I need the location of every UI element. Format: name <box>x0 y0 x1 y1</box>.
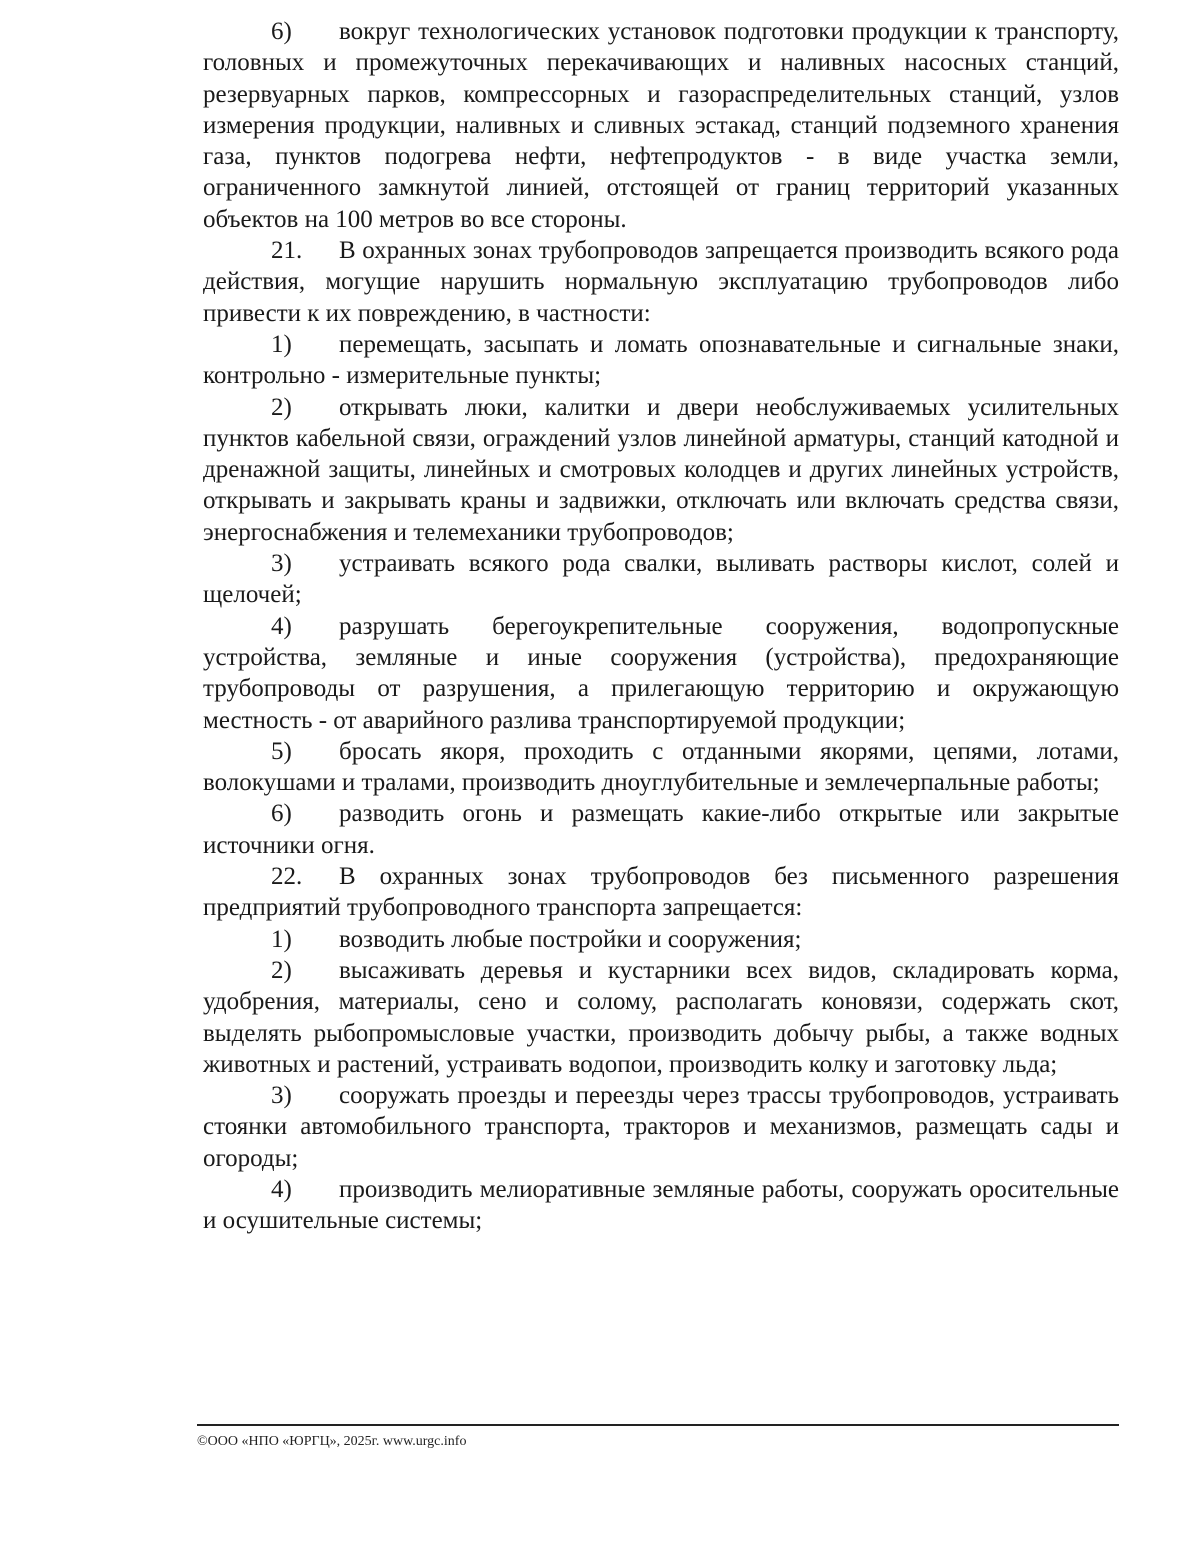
paragraph-text: открывать люки, калитки и двери необслуживаемых усилительных пунктов кабельной связи, ограждений узлов линейной арматуры, станций катодной и дренажной защиты, линейных и смотровых колодцев и других линейных устройств, открывать и закрывать краны и задвижки, отключать или включать средства связи, энергоснабжения и телемеханики трубопроводов; <box>203 393 1119 546</box>
item-number: 22. <box>271 863 303 891</box>
paragraph <box>203 16 1119 235</box>
item-number: 2) <box>271 393 292 421</box>
paragraph <box>203 1080 1119 1174</box>
item-number: 21. <box>271 237 303 265</box>
paragraph-text: устраивать всякого рода свалки, выливать растворы кислот, солей и щелочей; <box>203 550 1119 609</box>
item-number: 4) <box>271 1175 292 1203</box>
paragraph-text: перемещать, засыпать и ломать опознавательные и сигнальные знаки, контрольно - измерительные пункты; <box>203 330 1119 390</box>
paragraph-text: вокруг технологических установок подготовки продукции к транспорту, головных и промежуточных перекачивающих и наливных насосных станций, резервуарных парков, компрессорных и газораспределительных станций, узлов измерения продукции, наливных и сливных эстакад, станций подземного хранения газа, пунктов подогрева нефти, нефтепродуктов - в виде участка земли, ограниченного замкнутой линией, отстоящей от границ территорий указанных объектов на 100 метров во все стороны. <box>203 18 1119 233</box>
item-number: 6) <box>271 800 292 828</box>
item-number: 1) <box>271 925 292 953</box>
paragraph <box>203 798 1119 861</box>
item-number: 2) <box>271 956 292 984</box>
paragraph <box>203 1174 1119 1237</box>
paragraph <box>203 736 1119 799</box>
item-number: 4) <box>271 612 292 640</box>
paragraph <box>203 611 1119 736</box>
paragraph-text: разводить огонь и размещать какие-либо открытые или закрытые источники огня. <box>203 800 1119 859</box>
paragraph-text: разрушать берегоукрепительные сооружения, водопропускные устройства, земляные и иные сооружения (устройства), предохраняющие трубопроводы от разрушения, а прилегающую территорию и окружающую местность - от аварийного разлива транспортируемой продукции; <box>203 612 1119 734</box>
footer-divider <box>197 1424 1119 1426</box>
paragraph <box>203 392 1119 548</box>
paragraph-text: В охранных зонах трубопроводов без письменного разрешения предприятий трубопроводного транспорта запрещается: <box>203 863 1119 922</box>
paragraph <box>203 329 1119 392</box>
paragraph-text: производить мелиоративные земляные работы, сооружать оросительные и осушительные системы; <box>203 1175 1119 1235</box>
paragraph-text: возводить любые постройки и сооружения; <box>339 925 802 953</box>
paragraph <box>203 235 1119 329</box>
paragraph <box>203 861 1119 924</box>
item-number: 3) <box>271 1082 292 1110</box>
item-number: 5) <box>271 737 292 765</box>
paragraph-text: высаживать деревья и кустарники всех видов, складировать корма, удобрения, материалы, сено и солому, располагать коновязи, содержать скот, выделять рыбопромысловые участки, производить добычу рыбы, а также водных животных и растений, устраивать водопои, производить колку и заготовку льда; <box>203 956 1119 1078</box>
item-number: 3) <box>271 550 292 578</box>
paragraph-text: бросать якоря, проходить с отданными якорями, цепями, лотами, волокушами и тралами, производить дноуглубительные и землечерпальные работы; <box>203 737 1119 797</box>
paragraph-text: сооружать проезды и переезды через трассы трубопроводов, устраивать стоянки автомобильного транспорта, тракторов и механизмов, размещать сады и огороды; <box>203 1082 1119 1172</box>
item-number: 1) <box>271 330 292 358</box>
paragraph <box>203 924 1119 955</box>
footer-copyright: ©ООО «НПО «ЮРГЦ», 2025г. www.urgc.info <box>197 1434 467 1449</box>
paragraph-text: В охранных зонах трубопроводов запрещается производить всякого рода действия, могущие нарушить нормальную эксплуатацию трубопроводов либо привести к их повреждению, в частности: <box>203 237 1119 327</box>
item-number: 6) <box>271 18 292 45</box>
paragraph <box>203 548 1119 611</box>
document-body <box>203 16 1119 1237</box>
paragraph <box>203 955 1119 1080</box>
